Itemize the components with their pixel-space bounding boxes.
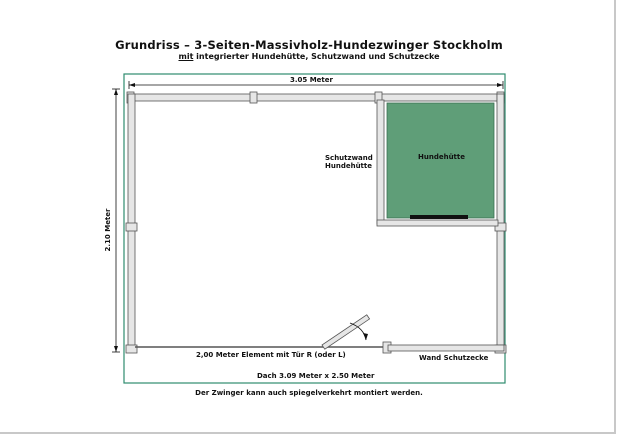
dog-house-label: Hundehütte: [418, 153, 465, 161]
corner-protective-wall: [388, 345, 504, 351]
protective-wall-label-line1: Schutzwand: [325, 154, 373, 162]
plan-title: Grundriss – 3-Seiten-Massivholz-Hundezwinger Stockholm: [115, 38, 503, 52]
roof-label: Dach 3.09 Meter x 2.50 Meter: [257, 372, 375, 380]
back-wall: [127, 92, 504, 103]
protective-wall-label-line2: Hundehütte: [325, 162, 372, 170]
footer-note: Der Zwinger kann auch spiegelverkehrt montiert werden.: [195, 389, 423, 397]
front-element-label: 2,00 Meter Element mit Tür R (oder L): [196, 351, 346, 359]
dog-house-entrance: [410, 215, 468, 219]
subtitle-underlined-word: mit: [178, 52, 194, 61]
width-label: 3.05 Meter: [290, 76, 333, 84]
corner-wall-label: Wand Schutzecke: [419, 354, 489, 362]
left-wall: [126, 94, 137, 353]
door: [322, 315, 370, 349]
subtitle-rest: integrierter Hundehütte, Schutzwand und Schutzecke: [193, 52, 440, 61]
depth-dimension: [112, 89, 120, 352]
depth-label: 2.10 Meter: [104, 208, 112, 252]
